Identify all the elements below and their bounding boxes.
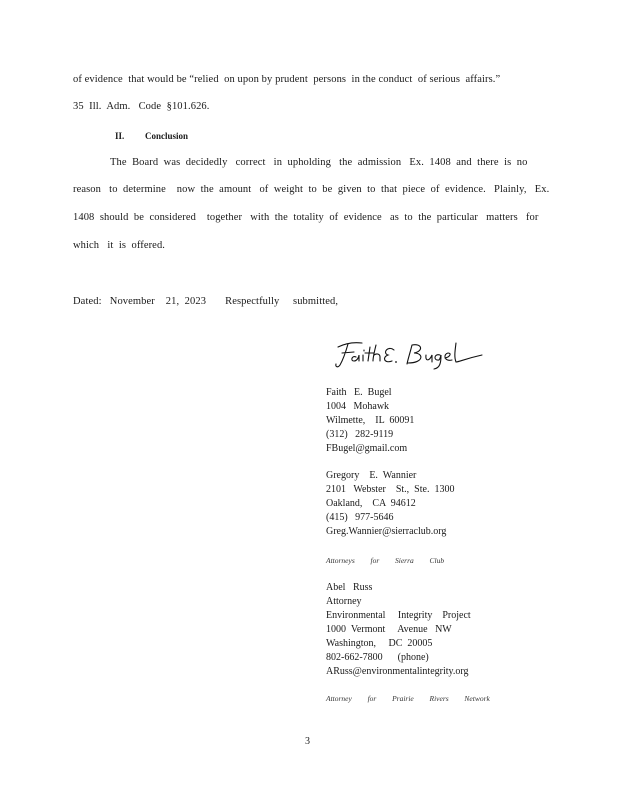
handwritten-signature xyxy=(332,333,492,373)
dated-line: Dated: November 21, 2023 Respectfully submitted, xyxy=(73,296,339,307)
counsel-block-3 xyxy=(326,581,471,679)
section-number: II. xyxy=(115,131,125,141)
counsel-2-city: Oakland, CA 94612 xyxy=(326,498,416,509)
counsel-2-phone: (415) 977-5646 xyxy=(326,512,394,523)
paragraph-line-1: The Board was decidedly correct in upholding the admission Ex. 1408 and there is no xyxy=(110,157,528,168)
counsel-1-name: Faith E. Bugel xyxy=(326,387,392,398)
counsel-3-title: Attorney xyxy=(326,596,362,607)
counsel-1-email: FBugel@gmail.com xyxy=(326,443,408,454)
body-line-2: 35 Ill. Adm. Code §101.626. xyxy=(73,101,210,112)
counsel-3-address: 1000 Vermont Avenue NW xyxy=(326,624,452,635)
section-title: Conclusion xyxy=(145,131,189,141)
paragraph-line-2: reason to determine now the amount of weight to be given to that piece of evidence. Plainly, Ex. xyxy=(73,184,550,195)
counsel-1-city: Wilmette, IL 60091 xyxy=(326,415,415,426)
counsel-3-org: Environmental Integrity Project xyxy=(326,610,471,621)
counsel-block-2 xyxy=(326,469,454,539)
paragraph-line-4: which it is offered. xyxy=(73,240,166,251)
counsel-1-phone: (312) 282-9119 xyxy=(326,429,394,440)
counsel-block-1 xyxy=(326,386,414,456)
page-number: 3 xyxy=(305,736,310,747)
counsel-2-name: Gregory E. Wannier xyxy=(326,470,417,481)
counsel-2-role: Attorneys for Sierra Club xyxy=(326,556,445,565)
counsel-1-address: 1004 Mohawk xyxy=(326,401,390,412)
counsel-3-city: Washington, DC 20005 xyxy=(326,638,433,649)
counsel-2-address: 2101 Webster St., Ste. 1300 xyxy=(326,484,455,495)
paragraph-line-3: 1408 should be considered together with the totality of evidence as to the particular matters for xyxy=(73,212,539,223)
counsel-3-email: ARuss@environmentalintegrity.org xyxy=(326,666,469,677)
counsel-2-email: Greg.Wannier@sierraclub.org xyxy=(326,526,447,537)
counsel-3-role: Attorney for Prairie Rivers Network xyxy=(326,694,490,703)
body-line-1: of evidence that would be “relied on upon by prudent persons in the conduct of serious affairs.” xyxy=(73,74,501,85)
counsel-3-name: Abel Russ xyxy=(326,582,373,593)
counsel-3-phone: 802-662-7800 (phone) xyxy=(326,652,429,663)
